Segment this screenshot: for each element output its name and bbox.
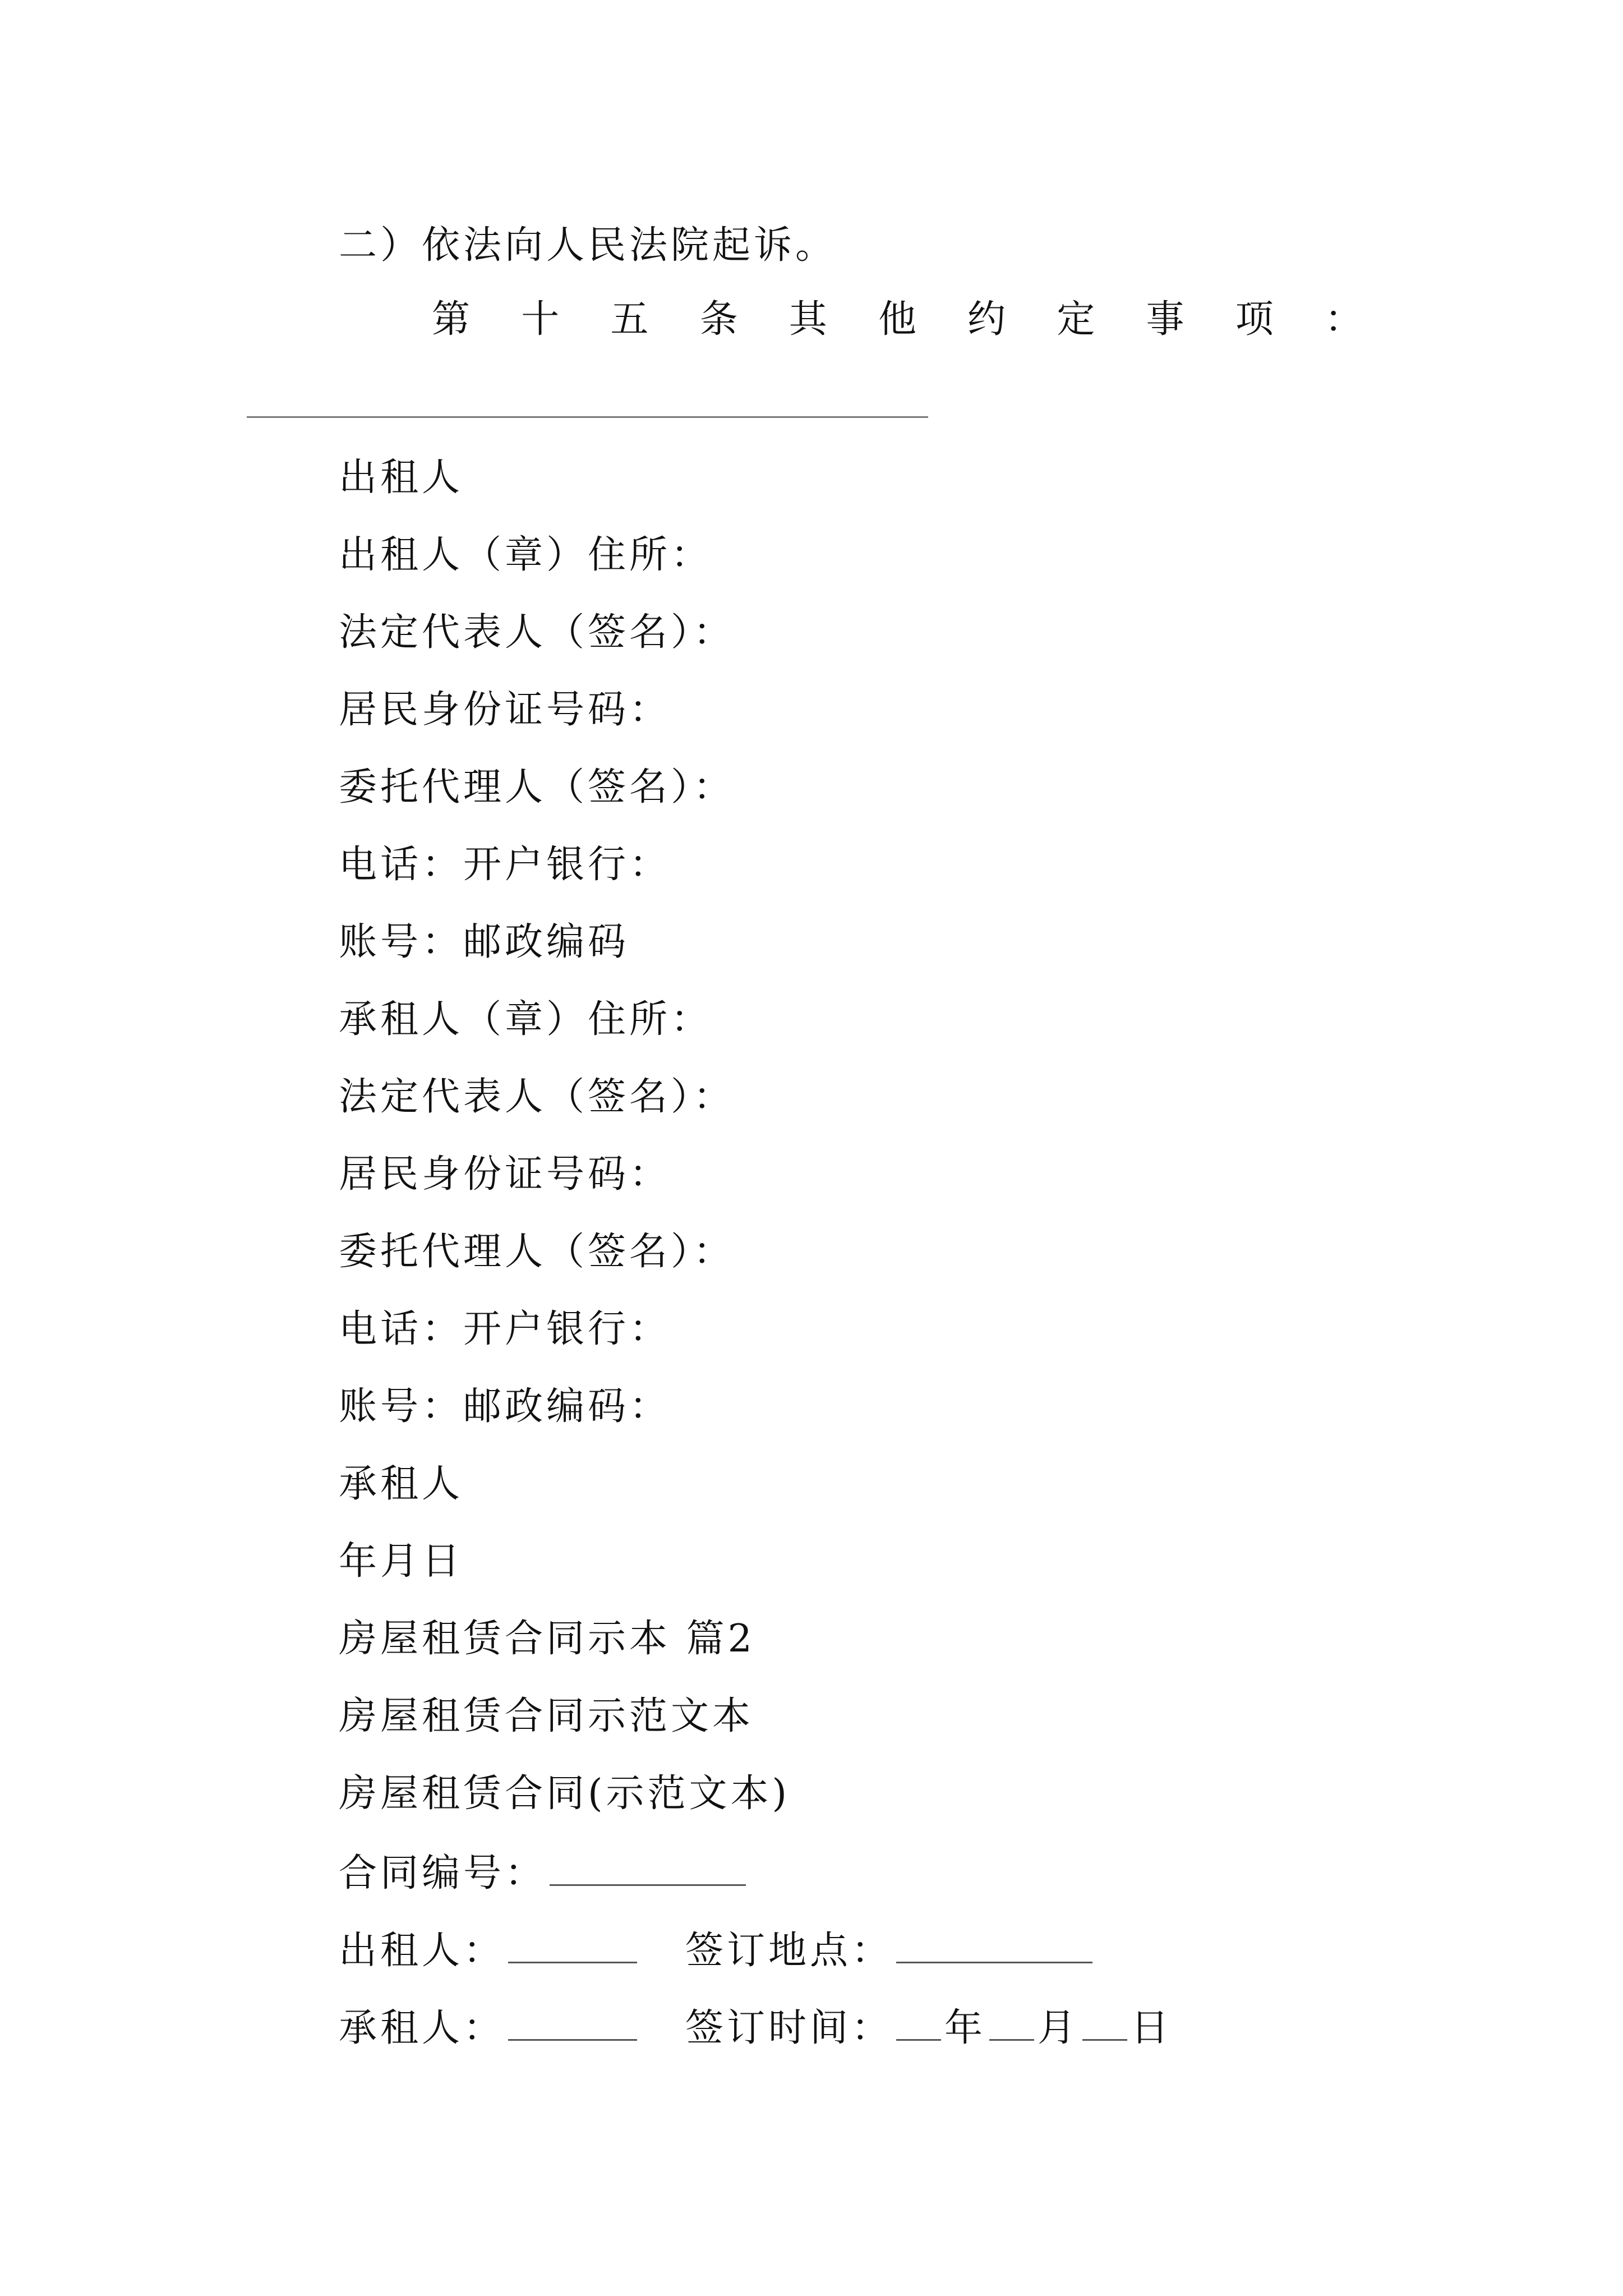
- heading-char: ：: [1324, 297, 1363, 342]
- lessee-address: 承租人（章）住所：: [339, 997, 713, 1042]
- lessee-name-blank[interactable]: [508, 2001, 637, 2041]
- lessee-account-postcode: 账号：邮政编码：: [339, 1384, 671, 1429]
- lessor-phone-bank: 电话：开户银行：: [339, 843, 671, 887]
- sample-title: 房屋租赁合同示范文本: [339, 1694, 754, 1738]
- heading-char: 他: [878, 297, 916, 342]
- heading-char: 五: [610, 297, 649, 342]
- heading-char: 定: [1057, 297, 1095, 342]
- lessor-agent: 委托代理人（签名）：: [339, 765, 735, 809]
- heading-char: 约: [967, 297, 1006, 342]
- lessor-legal-rep: 法定代表人（签名）：: [339, 610, 735, 655]
- heading-char: 第: [432, 297, 471, 342]
- heading-char: 条: [699, 297, 738, 342]
- lessee-legal-rep: 法定代表人（签名）：: [339, 1075, 735, 1119]
- contract-number-row: [339, 1846, 749, 1897]
- fill-in-rule: [247, 416, 928, 418]
- month-blank[interactable]: [989, 2001, 1034, 2041]
- sign-place-blank[interactable]: [896, 1924, 1092, 1963]
- heading-char: 项: [1235, 297, 1274, 342]
- month-label: 月: [1038, 2006, 1080, 2050]
- year-label: 年: [944, 2006, 986, 2050]
- contract-number-label: 合同编号：: [339, 1851, 547, 1895]
- lessee-title: 承租人: [339, 1462, 464, 1506]
- intro-line: 二）依法向人民法院起诉。: [339, 223, 837, 268]
- lessor-id-number: 居民身份证号码：: [339, 688, 671, 732]
- section-2-title: 房屋租赁合同示本 篇2: [339, 1617, 755, 1661]
- sample-title-paren: 房屋租赁合同(示范文本): [339, 1772, 791, 1816]
- lessor-sign-place-row: [339, 1924, 1096, 1974]
- day-label: 日: [1131, 2006, 1173, 2050]
- lessee-sign-time-row: [339, 2001, 1172, 2051]
- lessor-name-blank[interactable]: [508, 1924, 637, 1963]
- date-line: 年月日: [339, 1539, 464, 1584]
- day-blank[interactable]: [1082, 2001, 1127, 2041]
- sign-time-label: 签订时间：: [685, 2006, 893, 2050]
- heading-char: 十: [521, 297, 560, 342]
- lessee-label: 承租人：: [339, 2006, 505, 2050]
- contract-number-blank[interactable]: [550, 1846, 746, 1886]
- lessor-address: 出租人（章）住所：: [339, 533, 713, 577]
- sign-place-label: 签订地点：: [685, 1929, 893, 1973]
- heading-char: 事: [1146, 297, 1184, 342]
- lessor-account-postcode: 账号：邮政编码: [339, 920, 630, 964]
- lessee-agent: 委托代理人（签名）：: [339, 1230, 735, 1274]
- year-blank[interactable]: [896, 2001, 941, 2041]
- lessee-phone-bank: 电话：开户银行：: [339, 1307, 671, 1351]
- lessor-label: 出租人：: [339, 1929, 505, 1973]
- lessor-title: 出租人: [339, 455, 464, 500]
- article-15-heading: [432, 295, 1363, 345]
- lessee-id-number: 居民身份证号码：: [339, 1152, 671, 1197]
- heading-char: 其: [789, 297, 827, 342]
